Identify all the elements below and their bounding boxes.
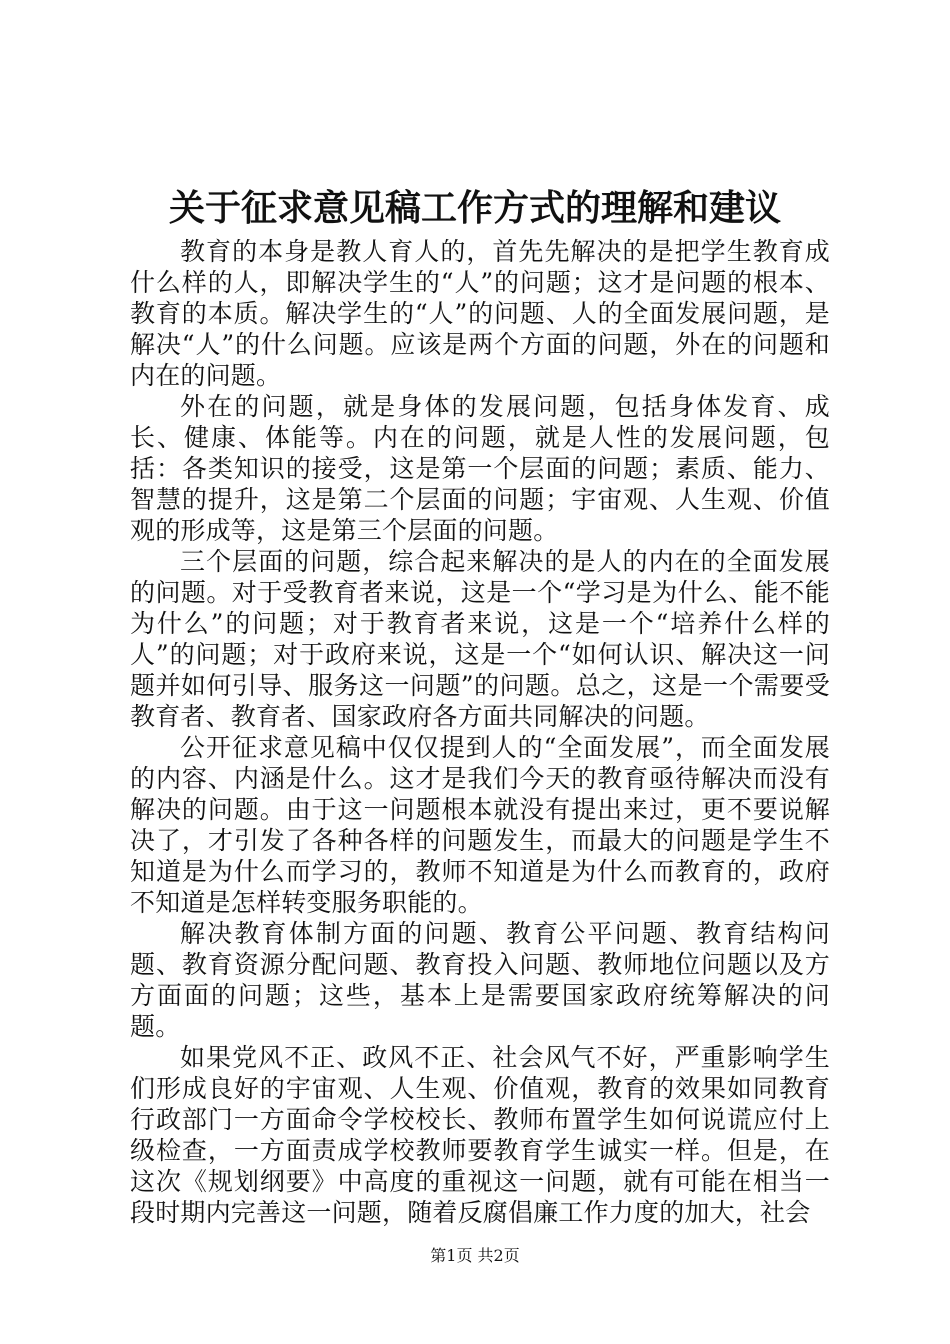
paragraph-4: 公开征求意见稿中仅仅提到人的“全面发展”，而全面发展的内容、内涵是什么。这才是我们今天的教育亟待解决而没有解决的问题。由于这一问题根本就没有提出来过，更不要说解决了，才引发了各种各样的问题发生，而最大的问题是学生不知道是为什么而学习的，教师不知道是为什么而教育的，政府不知道是怎样转变服务职能的。: [130, 733, 830, 917]
page-number-footer: 第1页 共2页: [430, 1246, 520, 1265]
paragraph-2: 外在的问题，就是身体的发展问题，包括身体发育、成长、健康、体能等。内在的问题，就是人性的发展问题，包括：各类知识的接受，这是第一个层面的问题；素质、能力、智慧的提升，这是第二个层面的问题；宇宙观、人生观、价值观的形成等，这是第三个层面的问题。: [130, 392, 830, 545]
document-title: 关于征求意见稿工作方式的理解和建议: [168, 187, 781, 229]
paragraph-5: 解决教育体制方面的问题、教育公平问题、教育结构问题、教育资源分配问题、教育投入问题、教师地位问题以及方方面面的问题；这些，基本上是需要国家政府统筹解决的问题。: [130, 919, 830, 1041]
paragraph-6: 如果党风不正、政风不正、社会风气不好，严重影响学生们形成良好的宇宙观、人生观、价值观，教育的效果如同教育行政部门一方面命令学校校长、教师布置学生如何说谎应付上级检查，一方面责成学校教师要教育学生诚实一样。但是，在这次《规划纲要》中高度的重视这一问题，就有可能在相当一段时期内完善这一问题，随着反腐倡廉工作力度的加大，社会: [130, 1043, 830, 1227]
document-body: [130, 236, 830, 1228]
paragraph-3: 三个层面的问题，综合起来解决的是人的内在的全面发展的问题。对于受教育者来说，这是一个“学习是为什么、能不能为什么”的问题；对于教育者来说，这是一个“培养什么样的人”的问题；对于政府来说，这是一个“如何认识、解决这一问题并如何引导、服务这一问题”的问题。总之，这是一个需要受教育者、教育者、国家政府各方面共同解决的问题。: [130, 547, 830, 731]
paragraph-1: 教育的本身是教人育人的，首先先解决的是把学生教育成什么样的人，即解决学生的“人”的问题；这才是问题的根本、教育的本质。解决学生的“人”的问题、人的全面发展问题，是解决“人”的什么问题。应该是两个方面的问题，外在的问题和内在的问题。: [130, 237, 830, 390]
